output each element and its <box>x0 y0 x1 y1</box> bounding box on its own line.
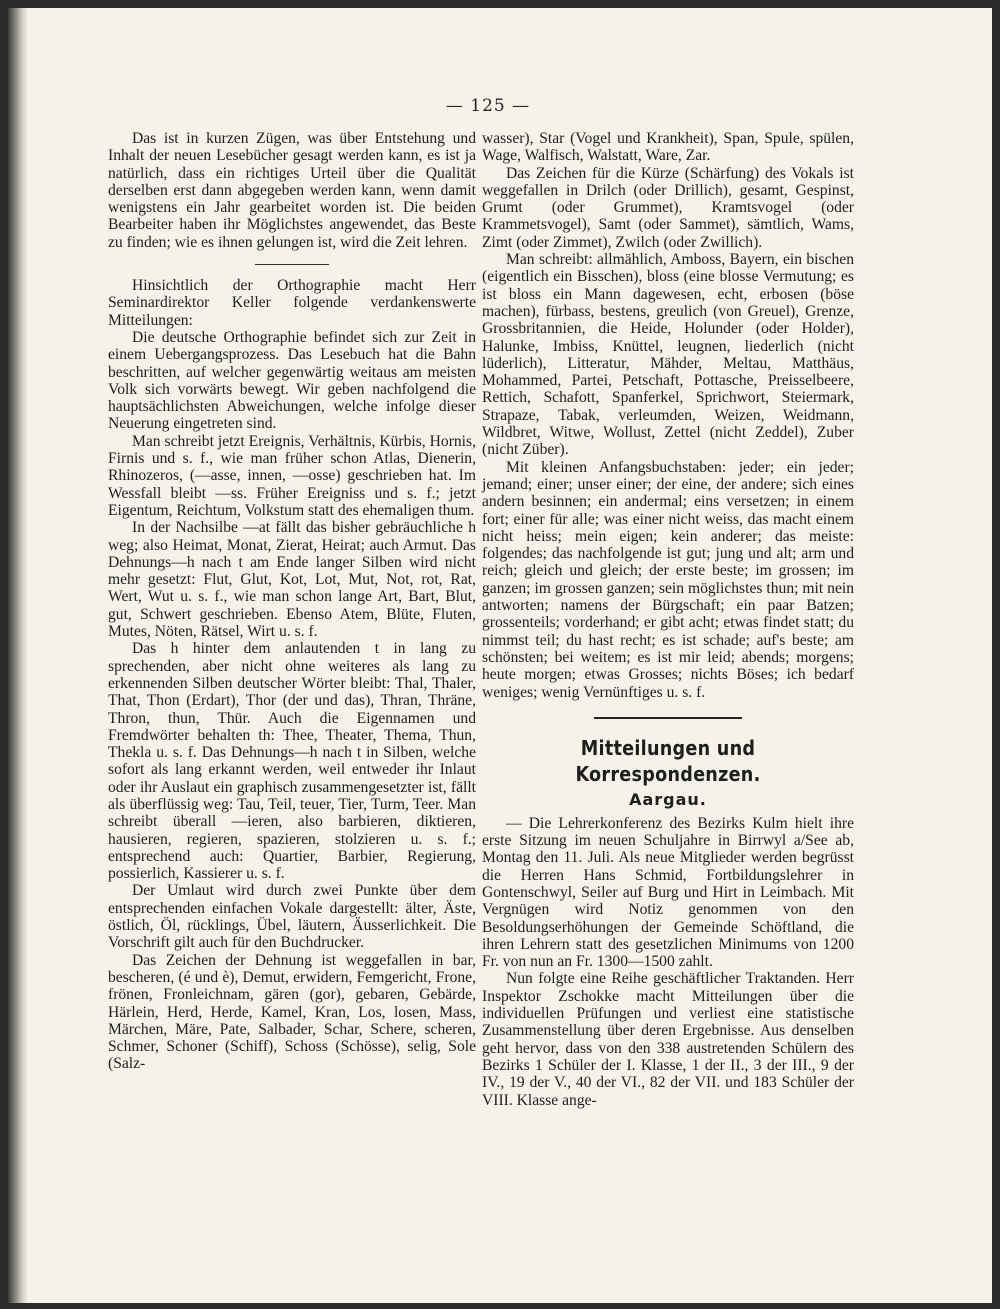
paragraph: Das Zeichen für die Kürze (Schärfung) des Vokals ist weggefallen in Drilch (oder Drillich), gesamt, Gespinst, Grumt (oder Grummet), Kramtsvogel (oder Krammetsvogel), Samt (oder Sammet), sämtlich, Wams, Zimt (oder Zimmet), Zwilch (oder Zwillich). <box>482 164 854 251</box>
paragraph: Hinsichtlich der Orthographie macht Herr Seminardirektor Keller folgende verdankenswerte Mitteilungen: <box>108 277 476 329</box>
paragraph: Man schreibt jetzt Ereignis, Verhältnis, Kürbis, Hornis, Firnis und s. f., wie man früher schon Atlas, Dienerin, Rhinozeros, (—asse, innen, —osse) geschrieben hat. Im Wessfall bleibt —ss. Früher Ereigniss und s. f.; jetzt Eigentum, Reichtum, Volkstum statt des ehemaligen thum. <box>108 432 476 519</box>
paragraph: — Die Lehrerkonferenz des Bezirks Kulm hielt ihre erste Sitzung im neuen Schuljahre in Birrwyl a/See ab, Montag den 11. Juli. Als neue Mitglieder werden begrüsst die Herren Hans Schmid, Fortbildungslehrer in Gontenschwyl, Seiler auf Burg und Hirt in Leimbach. Mit Vergnügen wird Notiz genommen von den Besoldungserhöhungen der Gemeinde Schöftland, die ihren Lehrern statt des gesetzlichen Minimums von 1200 Fr. von nun an Fr. 1300—1500 zahlt. <box>482 814 854 971</box>
paragraph: Das h hinter dem anlautenden t in lang zu sprechenden, aber nicht ohne weiteres als lang zu erkennenden Silben deutscher Wörter bleibt: Thal, Thaler, That, Thon (Erdart), Thor (der und das), Thran, Thräne, Thron, thun, Thür. Auch die Eigennamen und Fremdwörter behalten th: Thee, Theater, Thema, Thun, Thekla u. s. f. Das Dehnungs—h nach t in Silben, welche sofort als lang erkannt werden, weil entweder ihr Inlaut oder ihr Auslaut ein graphisch zusammengesetzter ist, fällt als überflüssig weg: Tau, Teil, teuer, Tier, Turm, Teer. Man schreibt überall —ieren, also barbieren, diktieren, hausieren, regieren, spazieren, stolzieren u. s. f.; entsprechend auch: Quartier, Barbier, Regierung, possierlich, Kassierer u. s. f. <box>108 640 476 883</box>
document-page <box>8 8 992 1303</box>
paragraph: Das Zeichen der Dehnung ist weggefallen in bar, bescheren, (é und è), Demut, erwidern, Femgericht, Frone, frönen, Fronleichnam, gären (gor), gebaren, Gebärde, Härlein, Herd, Herde, Kamel, Kran, Los, losen, Mass, Märchen, Märe, Pate, Salbader, Schar, Schere, scheren, Schmer, Schoner (Schiff), Schoss (Schösse), selig, Sole (Salz- <box>108 951 476 1073</box>
page-number: — 125 — <box>445 96 531 116</box>
binding-gutter <box>8 8 28 1303</box>
section-separator-rule <box>594 717 742 719</box>
subsection-title: Aargau. <box>629 789 707 809</box>
left-column <box>108 130 476 1073</box>
paragraph: Man schreibt: allmählich, Amboss, Bayern, ein bischen (eigentlich ein Bisschen), bloss (eine blosse Vermutung; es ist bloss ein Mann dagewesen, echt, erbosen (böse machen), fürbass, bestens, greulich (von Greuel), Grenze, Grossbritannien, die Heide, Holunder (oder Holder), Halunke, Imbiss, Knüttel, leugnen, liederlich (nicht lüderlich), Litteratur, Mähder, Meltau, Matthäus, Mohammed, Partei, Petschaft, Pottasche, Preisselbeere, Rettich, Schafott, Spanferkel, Sprichwort, Steiermark, Strapaze, Tabak, verleumden, Weizen, Weidmann, Wildbret, Witwe, Wollust, Zettel (nicht Zeddel), Zuber (nicht Züber). <box>482 251 854 459</box>
right-column <box>482 130 854 1109</box>
paragraph: Das ist in kurzen Zügen, was über Entstehung und Inhalt der neuen Lesebücher gesagt werden kann, es ist ja natürlich, dass ein richtiges Urteil über die Qualität derselben erst dann abgegeben werden kann, wenn damit wenigstens ein Jahr gearbeitet worden ist. Die beiden Bearbeiter haben ihr Möglichstes angewendet, das Beste zu finden; wie es ihnen gelungen ist, wird die Zeit lehren. <box>108 130 476 251</box>
paragraph: Mit kleinen Anfangsbuchstaben: jeder; ein jeder; jemand; einer; unser einer; der eine, der andere; sich eines andern besinnen; ein andermal; eins versetzen; in einem fort; einer für alle; was einer nicht weiss, das macht einem nicht heiss; mein eigen; kein anderer; das meiste: folgendes; das nachfolgende ist gut; jung und alt; arm und reich; gleich und gleich; der erste beste; im grossen; im ganzen; im grossen ganzen; sein möglichstes thun; mit nein antworten; namens der Bürgschaft; ein paar Batzen; grossenteils; vorderhand; er gibt acht; etwas findet statt; du nimmst teil; du hast recht; es ist schade; auf's beste; am schönsten; bei weitem; es ist mir leid; abends; morgens; heute morgen; etwas Grosses; nichts Böses; ich bedarf weniges; wenig Vernünftiges u. s. f. <box>482 458 854 701</box>
paragraph: Nun folgte eine Reihe geschäftlicher Traktanden. Herr Inspektor Zschokke macht Mitteilungen über die individuellen Prüfungen und verliest eine statistische Zusammenstellung über deren Ergebnisse. Aus denselben geht hervor, dass von den 338 austretenden Schülern des Bezirks 1 Schüler der I. Klasse, 1 der II., 3 der III., 9 der IV., 19 der V., 40 der VI., 82 der VII. und 183 Schüler der VIII. Klasse ange- <box>482 970 854 1109</box>
paragraph: wasser), Star (Vogel und Krankheit), Span, Spule, spülen, Wage, Walfisch, Walstatt, Ware, Zar. <box>482 130 854 165</box>
paragraph: Der Umlaut wird durch zwei Punkte über dem entsprechenden einfachen Vokale dargestellt: älter, Äste, östlich, Öl, rücklings, Übel, läutern, Äusserlichkeit. Die Vorschrift gilt auch für den Buchdrucker. <box>108 882 476 952</box>
paragraph: In der Nachsilbe —at fällt das bisher gebräuchliche h weg; also Heimat, Monat, Zierat, Heirat; auch Armut. Das Dehnungs—h nach t am Ende langer Silben wird nicht mehr gesetzt: Flut, Glut, Kot, Lot, Mut, Not, rot, Rat, Wert, Wut u. s. f., wie man schon lange Art, Bart, Blut, gut, Schwert geschrieben. Ebenso Atem, Blüte, Fluten, Mutes, Nöten, Rätsel, Wirt u. s. f. <box>108 519 476 641</box>
paragraph: Die deutsche Orthographie befindet sich zur Zeit in einem Uebergangsprozess. Das Lesebuch hat die Bahn beschritten, auf welcher gegenwärtig weitaus am meisten Volk sich vorwärts bewegt. Wir geben nachfolgend die hauptsächlichsten Abweichungen, welche infolge dieser Neuerung eingetreten sind. <box>108 328 476 433</box>
section-title: Mitteilungen und Korrespondenzen. <box>575 735 761 786</box>
separator-rule <box>255 264 329 265</box>
